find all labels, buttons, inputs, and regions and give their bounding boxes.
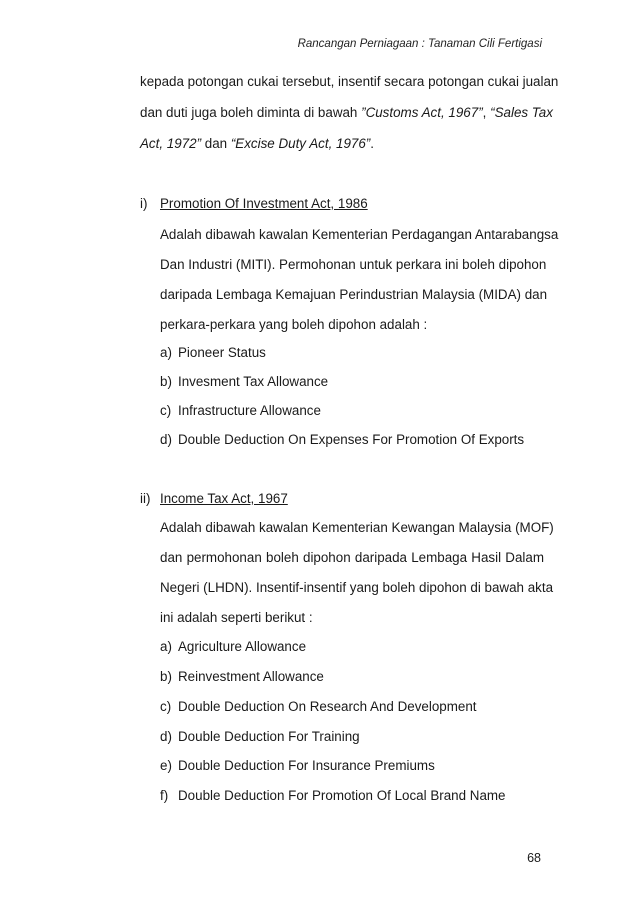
list-item-text: Infrastructure Allowance	[178, 403, 321, 418]
list-item-text: Double Deduction For Insurance Premiums	[178, 758, 435, 773]
section-number: i)	[140, 196, 148, 211]
list-item-letter: d)	[160, 432, 172, 447]
paragraph-line: dan permohonan boleh dipohon daripada Lembaga Hasil Dalam	[160, 550, 544, 565]
paragraph-line: Negeri (LHDN). Insentif-insentif yang boleh dipohon di bawah akta	[160, 580, 554, 595]
paragraph-line: ini adalah seperti berikut :	[160, 610, 313, 625]
act-reference: “Excise Duty Act, 1976”	[230, 136, 371, 151]
paragraph-line: Adalah dibawah kawalan Kementerian Perdagangan Antarabangsa	[160, 227, 559, 242]
intro-line-2	[140, 103, 553, 123]
section-number: ii)	[140, 491, 151, 506]
list-item-letter: b)	[160, 374, 172, 389]
section-title: Income Tax Act, 1967	[160, 491, 288, 506]
list-item-text: Double Deduction On Expenses For Promotion Of Exports	[178, 432, 525, 447]
paragraph-line: Adalah dibawah kawalan Kementerian Kewangan Malaysia (MOF)	[160, 520, 554, 535]
intro-line-3	[140, 134, 544, 154]
act-reference: Act, 1972”	[140, 136, 202, 151]
intro-text: .	[370, 136, 374, 151]
list-item	[160, 756, 435, 776]
list-item-letter: a)	[160, 639, 172, 654]
intro-text: dan	[201, 136, 231, 151]
list-item-text: Invesment Tax Allowance	[178, 374, 329, 389]
list-item-letter: e)	[160, 758, 172, 773]
paragraph-line: daripada Lembaga Kemajuan Perindustrian Malaysia (MIDA) dan	[160, 287, 548, 302]
list-item-text: Double Deduction For Promotion Of Local Brand Name	[178, 788, 506, 803]
intro-text: ,	[482, 105, 491, 120]
page-number: 68	[527, 851, 541, 865]
list-item	[160, 727, 360, 747]
act-reference: ”Customs Act, 1967”	[361, 105, 483, 120]
list-item	[160, 697, 477, 717]
list-item-letter: b)	[160, 669, 172, 684]
section-title: Promotion Of Investment Act, 1986	[160, 196, 368, 211]
list-item-letter: f)	[160, 788, 169, 803]
paragraph-line: Dan Industri (MITI). Permohonan untuk perkara ini boleh dipohon	[160, 257, 547, 272]
intro-text: dan duti juga boleh diminta di bawah	[140, 105, 362, 120]
list-item-letter: c)	[160, 699, 172, 714]
list-item	[160, 343, 266, 363]
paragraph-line: perkara-perkara yang boleh dipohon adalah :	[160, 317, 428, 332]
list-item	[160, 372, 328, 392]
list-item	[160, 786, 506, 806]
act-reference: “Sales Tax	[490, 105, 553, 120]
list-item-letter: d)	[160, 729, 172, 744]
list-item	[160, 667, 324, 687]
list-item-text: Pioneer Status	[178, 345, 266, 360]
list-item-letter: a)	[160, 345, 172, 360]
list-item-text: Reinvestment Allowance	[178, 669, 324, 684]
intro-line-1: kepada potongan cukai tersebut, insentif secara potongan cukai jualan	[140, 74, 559, 89]
list-item	[160, 430, 524, 450]
list-item	[160, 401, 321, 421]
list-item-text: Agriculture Allowance	[178, 639, 307, 654]
list-item	[160, 637, 306, 657]
list-item-letter: c)	[160, 403, 172, 418]
list-item-text: Double Deduction On Research And Development	[178, 699, 477, 714]
running-header: Rancangan Perniagaan : Tanaman Cili Fertigasi	[297, 38, 542, 50]
list-item-text: Double Deduction For Training	[178, 729, 360, 744]
